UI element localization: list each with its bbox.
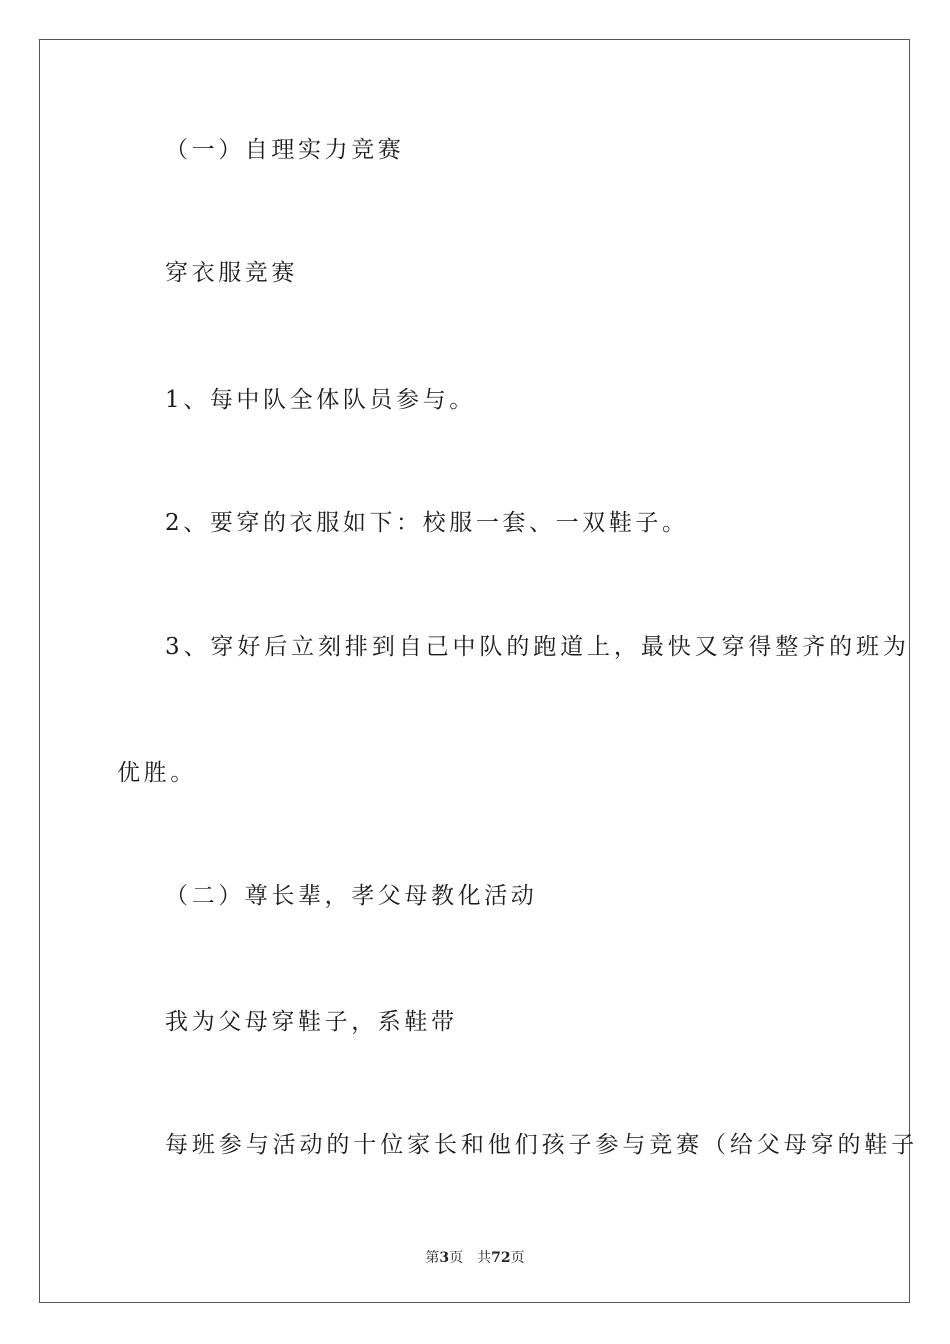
body-paragraph: 每班参与活动的十位家长和他们孩子参与竞赛（给父母穿的鞋子 [165,1132,919,1158]
rule-item-3: 3、穿好后立刻排到自己中队的跑道上，最快又穿得整齐的班为 [165,634,910,660]
footer-total-pages: 72 [491,1250,511,1266]
section-heading-2: （二）尊长辈，孝父母教化活动 [165,883,538,909]
page-footer [0,1247,950,1267]
subheading-dressing-contest: 穿衣服竞赛 [165,260,298,286]
footer-total-suffix: 页 [510,1250,525,1266]
rule-item-2: 2、要穿的衣服如下：校服一套、一双鞋子。 [165,510,689,536]
rule-item-1: 1、每中队全体队员参与。 [165,387,476,413]
page-border [39,39,910,1303]
rule-item-3-continued: 优胜。 [117,760,197,786]
footer-page-suffix: 页 [449,1250,464,1266]
footer-page-number: 3 [439,1250,450,1266]
footer-total-prefix: 共 [477,1250,492,1266]
subheading-shoe-activity: 我为父母穿鞋子，系鞋带 [165,1009,458,1035]
footer-page-prefix: 第 [425,1250,440,1266]
section-heading-1: （一）自理实力竞赛 [165,137,405,163]
